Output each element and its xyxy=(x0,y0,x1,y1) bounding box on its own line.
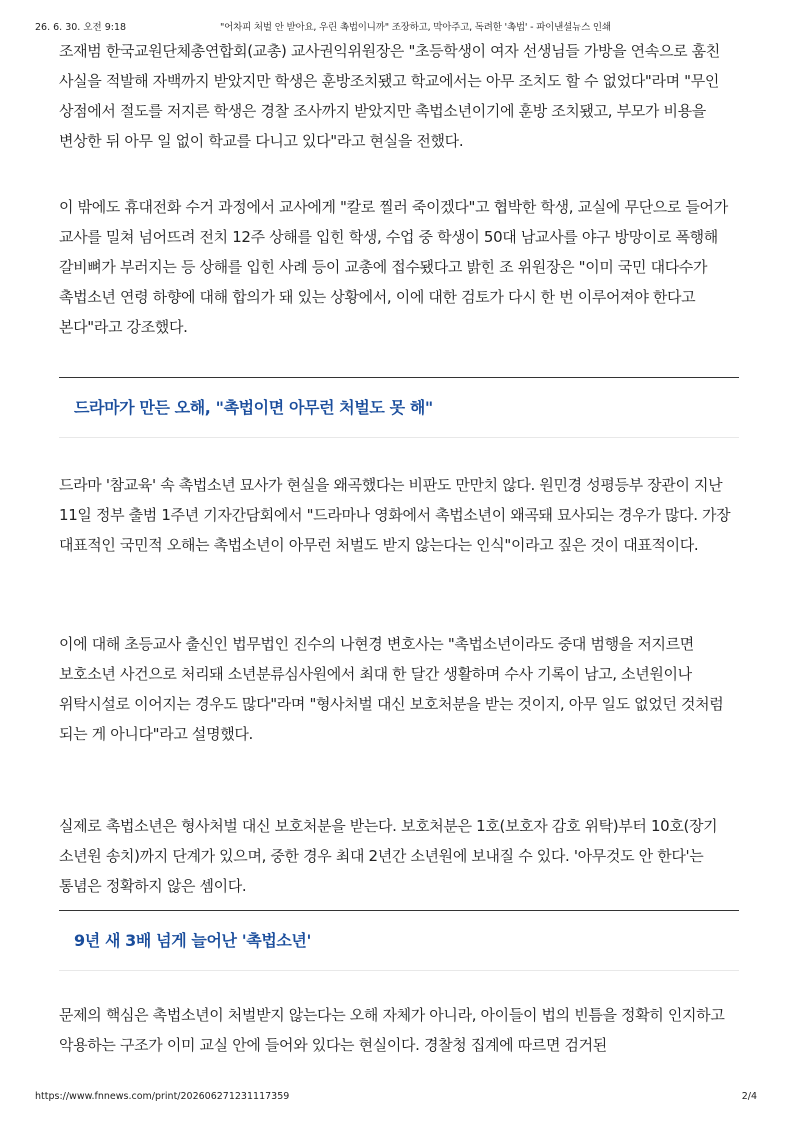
article-paragraph: 조재범 한국교원단체총연합회(교총) 교사권익위원장은 "초등학생이 여자 선생님들 가방을 연속으로 훔친 사실을 적발해 자백까지 받았지만 학생은 훈방조치됐고 학교에서는 아무 조치도 할 수 없었다"라며 "무인 상점에서 절도를 저지른 학생은 경찰 조사까지 받았지만 촉법소년이기에 훈방 조치됐고, 부모가 비용을 변상한 뒤 아무 일 없이 학교를 다니고 있다"라고 현실을 전했다. xyxy=(59,42,720,150)
article-paragraph: 문제의 핵심은 촉법소년이 처벌받지 않는다는 오해 자체가 아니라, 아이들이 법의 빈틈을 정확히 인지하고 악용하는 구조가 이미 교실 안에 들어와 있다는 현실이다. 경찰청 집계에 따르면 검거된 xyxy=(59,1006,725,1054)
print-date: 26. 6. 30. 오전 9:18 xyxy=(35,22,127,33)
article-paragraph: 드라마 '참교육' 속 촉법소년 묘사가 현실을 왜곡했다는 비판도 만만치 않다. 원민경 성평등부 장관이 지난 11일 정부 출범 1주년 기자간담회에서 "드라마나 영화에서 촉법소년이 왜곡돼 묘사되는 경우가 많다. 가장 대표적인 국민적 오해는 촉법소년이 아무런 처벌도 받지 않는다는 인식"이라고 짚은 것이 대표적이다. xyxy=(59,476,731,554)
print-page-title: "어차피 처벌 안 받아요, 우린 촉법이니까" 조장하고, 막아주고, 독려한 '촉법' - 파이낸셜뉴스 인쇄 xyxy=(220,22,611,33)
subheading-bottom-rule xyxy=(59,437,739,438)
subheading-block xyxy=(59,377,739,438)
page-number: 2/4 xyxy=(741,1091,757,1102)
print-url: https://www.fnnews.com/print/202606271231117359 xyxy=(35,1091,290,1102)
subheading: 드라마가 만든 오해, "촉법이면 아무런 처벌도 못 해" xyxy=(74,398,433,417)
subheading: 9년 새 3배 넘게 늘어난 '촉법소년' xyxy=(74,931,311,950)
print-footer xyxy=(0,1091,793,1105)
article-paragraph: 이에 대해 초등교사 출신인 법무법인 진수의 나현경 변호사는 "촉법소년이라도 중대 범행을 저지르면 보호소년 사건으로 처리돼 소년분류심사원에서 최대 한 달간 생활하며 수사 기록이 남고, 소년원이나 위탁시설로 이어지는 경우도 많다"라며 "형사처벌 대신 보호처분을 받는 것이지, 아무 일도 없었던 것처럼 되는 게 아니다"라고 설명했다. xyxy=(59,635,724,743)
article-paragraph: 이 밖에도 휴대전화 수거 과정에서 교사에게 "칼로 찔러 죽이겠다"고 협박한 학생, 교실에 무단으로 들어가 교사를 밀쳐 넘어뜨려 전치 12주 상해를 입힌 학생, 수업 중 학생이 50대 남교사를 야구 방망이로 폭행해 갈비뼈가 부러지는 등 상해를 입힌 사례 등이 교총에 접수됐다고 밝힌 조 위원장은 "이미 국민 대다수가 촉법소년 연령 하향에 대해 합의가 돼 있는 상황에서, 이에 대한 검토가 다시 한 번 이루어져야 한다고 본다"라고 강조했다. xyxy=(59,198,728,336)
article-paragraph: 실제로 촉법소년은 형사처벌 대신 보호처분을 받는다. 보호처분은 1호(보호자 감호 위탁)부터 10호(장기 소년원 송치)까지 단계가 있으며, 중한 경우 최대 2년간 소년원에 보내질 수 있다. '아무것도 안 한다'는 통념은 정확하지 않은 셈이다. xyxy=(59,817,718,895)
print-header xyxy=(0,19,793,33)
subheading-block xyxy=(59,910,739,971)
subheading-bottom-rule xyxy=(59,970,739,971)
